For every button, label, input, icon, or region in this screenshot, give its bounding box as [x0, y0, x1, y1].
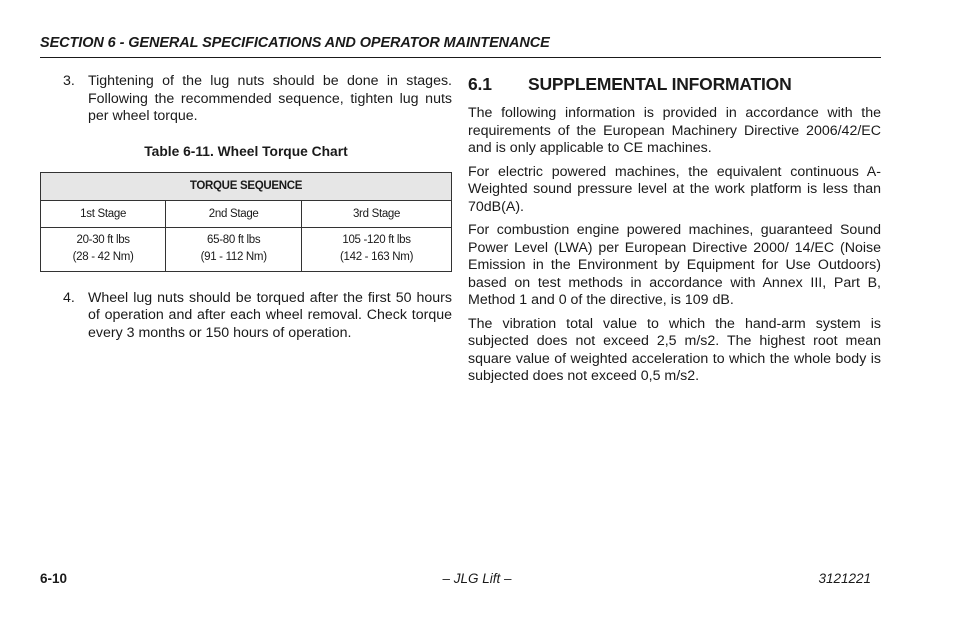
paragraph-ce-directive: The following information is provided in accordance with the requirements of the European Machinery Directive 2006/42/EC and is only applicable to CE machines. [468, 105, 881, 156]
paragraph-electric-sound: For electric powered machines, the equivalent continuous A-Weighted sound pressure level at the work platform is less than 70dB(A). [468, 163, 881, 215]
stage-3-header: 3rd Stage [302, 200, 452, 227]
stage-1-ftlbs: 20-30 ft lbs [76, 234, 130, 246]
step-4 [40, 290, 452, 343]
stage-2-nm: (91 - 112 Nm) [200, 251, 267, 263]
stage-3-value [302, 227, 452, 271]
stage-2-header: 2nd Stage [166, 200, 302, 227]
step-4-text: Wheel lug nuts should be torqued after the first 50 hours of operation and after each wheel removal. Check torque every 3 months or 150 hours of operation. [88, 289, 452, 341]
stage-2-ftlbs: 65-80 ft lbs [207, 234, 261, 246]
right-column [468, 73, 881, 392]
paragraph-combustion-sound: For combustion engine powered machines, guaranteed Sound Power Level (LWA) per European Directive 2000/ 14/EC (Noise Emission in the Environment by Equipment for Use Outdoors) based on test methods in accordance with Annex III, Part B, Method 1 and 0 of the directive, is 109 dB. [468, 222, 881, 308]
stage-2-value [166, 227, 302, 271]
step-3 [40, 73, 452, 126]
section-heading [468, 74, 881, 95]
page-number: 6-10 [40, 571, 68, 586]
section-title: SUPPLEMENTAL INFORMATION [528, 74, 792, 94]
torque-sequence-header: TORQUE SEQUENCE [41, 172, 452, 200]
left-column [40, 73, 452, 342]
stage-1-nm: (28 - 42 Nm) [72, 251, 134, 263]
table-caption: Table 6-11. Wheel Torque Chart [144, 143, 348, 159]
stage-1-value [41, 227, 166, 271]
step-3-text: Tightening of the lug nuts should be done in stages. Following the recommended sequence, tighten lug nuts per wheel torque. [88, 73, 452, 124]
paragraph-vibration: The vibration total value to which the hand-arm system is subjected does not exceed 2,5 m/s2. The highest root mean square value of weighted acceleration to which the whole body is subjected does not exceed 0,5 m/s2. [468, 315, 881, 384]
step-4-number: 4. [63, 289, 75, 306]
stage-1-header: 1st Stage [41, 200, 166, 227]
wheel-torque-table [40, 172, 452, 272]
document-number: 3121221 [818, 571, 871, 586]
footer-publisher: – JLG Lift – [442, 571, 512, 586]
section-header-title: SECTION 6 - GENERAL SPECIFICATIONS AND OPERATOR MAINTENANCE [40, 35, 550, 51]
header-divider [40, 57, 881, 58]
stage-3-nm: (142 - 163 Nm) [339, 251, 414, 263]
stage-3-ftlbs: 105 -120 ft lbs [342, 234, 411, 246]
section-number: 6.1 [468, 74, 492, 94]
step-3-number: 3. [63, 73, 75, 89]
